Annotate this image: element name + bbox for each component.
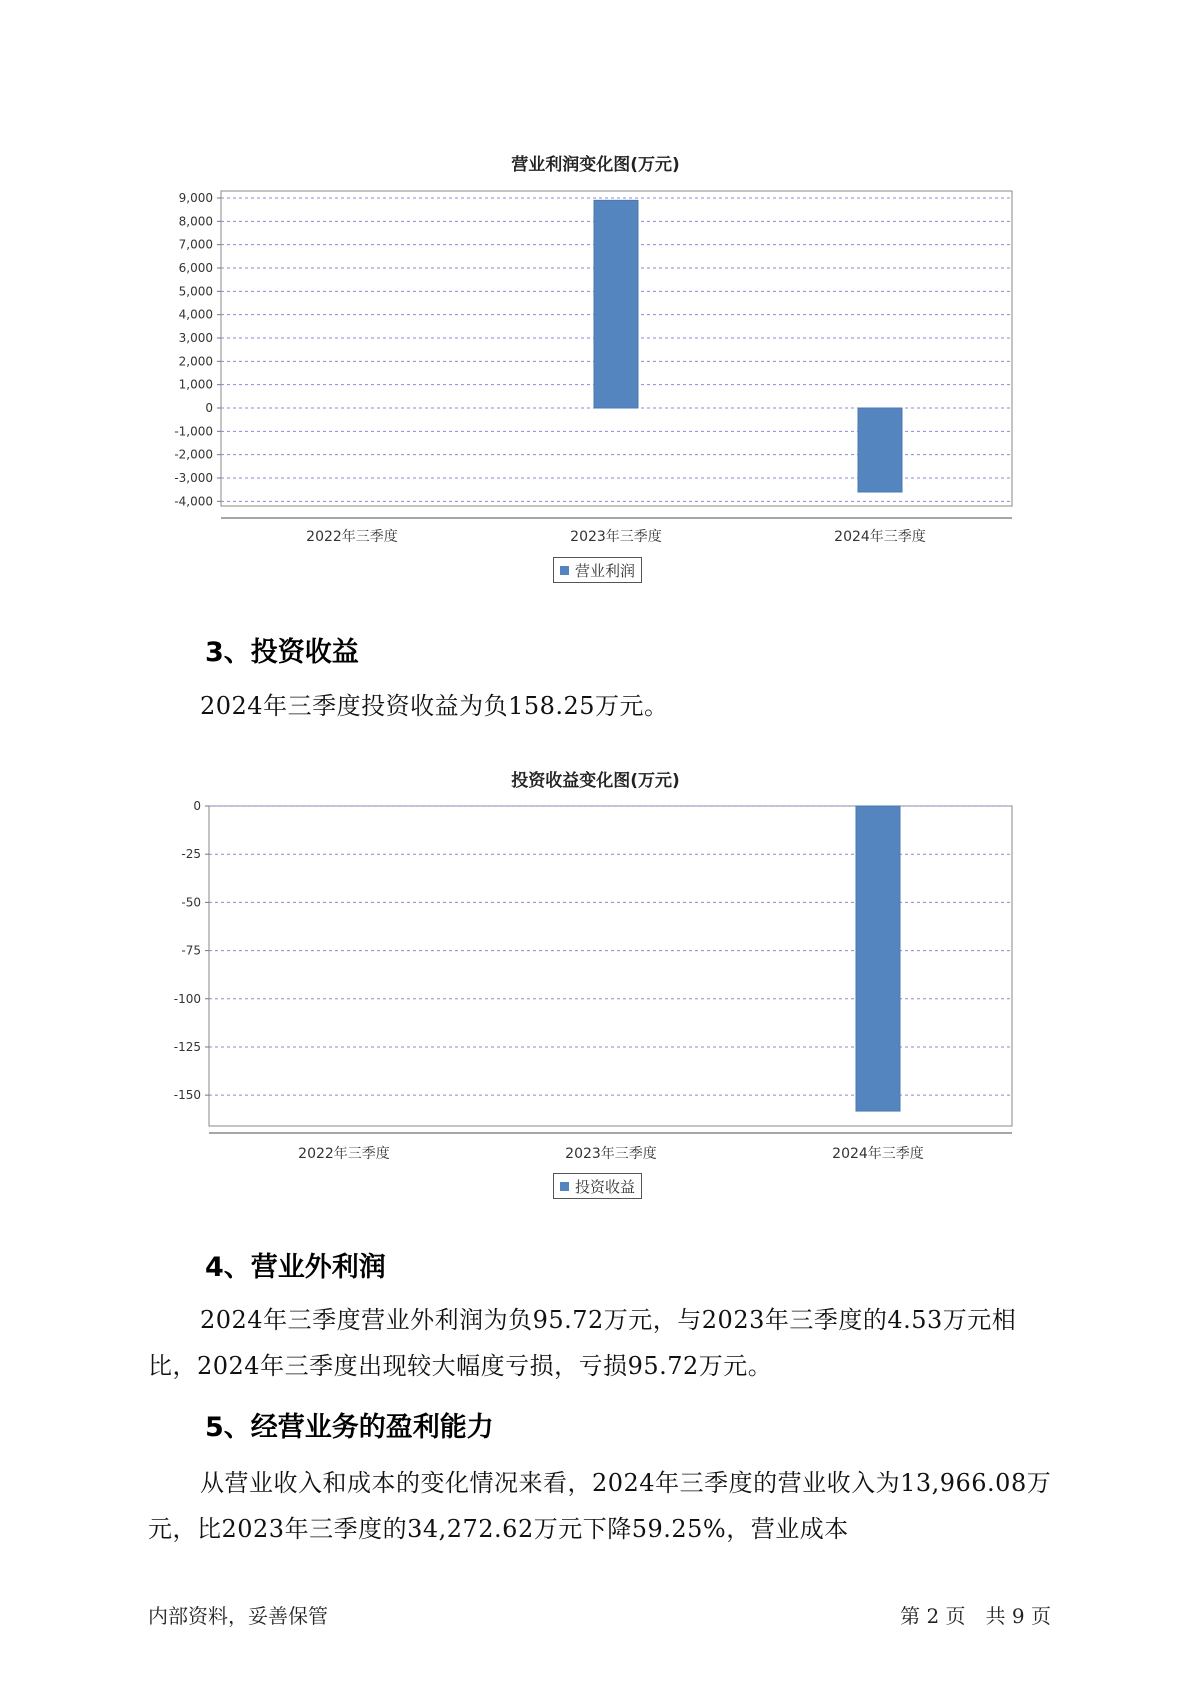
y-tick-label: -100 (173, 991, 201, 1006)
y-tick-label: -25 (181, 847, 201, 862)
y-tick-label: 0 (193, 799, 201, 813)
x-tick-label: 2022年三季度 (306, 529, 398, 545)
y-tick-label: -4,000 (174, 494, 213, 509)
x-tick-label: 2024年三季度 (832, 1146, 924, 1162)
x-tick-label: 2022年三季度 (298, 1146, 390, 1162)
section-heading-profitability: 5、经营业务的盈利能力 (205, 1412, 494, 1443)
legend-label: 投资收益 (575, 1177, 636, 1196)
y-tick-label: 6,000 (178, 261, 213, 275)
x-tick-label: 2023年三季度 (565, 1146, 657, 1162)
y-tick-label: -50 (181, 895, 201, 910)
y-tick-label: -1,000 (174, 424, 213, 439)
x-tick-label: 2024年三季度 (834, 529, 926, 545)
y-tick-label: -125 (173, 1039, 201, 1054)
chart-legend-investment-income (553, 1173, 642, 1199)
legend-label: 营业利润 (575, 561, 636, 580)
section-paragraph-investment-income: 2024年三季度投资收益为负158.25万元。 (200, 692, 669, 720)
y-tick-label: 2,000 (178, 354, 213, 369)
x-tick-label: 2023年三季度 (570, 529, 662, 545)
footer-page-number: 第 2 页 共 9 页 (900, 1604, 1051, 1628)
y-tick-label: 7,000 (178, 237, 213, 252)
section-heading-investment-income: 3、投资收益 (205, 637, 359, 668)
section-paragraph-non-operating-profit: 2024年三季度营业外利润为负95.72万元，与2023年三季度的4.53万元相比，2024年三季度出现较大幅度亏损，亏损95.72万元。 (148, 1306, 1017, 1380)
section-paragraph-profitability: 从营业收入和成本的变化情况来看，2024年三季度的营业收入为13,966.08万元，比2023年三季度的34,272.62万元下降59.25%，营业成本 (148, 1469, 1052, 1543)
y-tick-label: -2,000 (174, 447, 213, 462)
y-tick-label: -75 (181, 943, 201, 958)
section-heading-non-operating-profit: 4、营业外利润 (205, 1252, 386, 1283)
y-tick-label: -150 (173, 1088, 201, 1103)
y-tick-label: 8,000 (178, 214, 213, 229)
y-tick-label: -3,000 (174, 471, 213, 485)
y-tick-label: 0 (205, 401, 213, 415)
y-tick-label: 9,000 (178, 191, 213, 205)
bar (856, 806, 900, 1111)
y-tick-label: 4,000 (178, 307, 213, 322)
y-tick-label: 1,000 (178, 377, 213, 392)
y-tick-label: 3,000 (178, 331, 213, 345)
chart-title-investment-income: 投资收益变化图(万元) (511, 771, 680, 791)
y-tick-label: 5,000 (178, 284, 213, 299)
legend-swatch (560, 1182, 569, 1191)
chart-title-operating-profit: 营业利润变化图(万元) (511, 155, 680, 175)
footer-confidential-note: 内部资料，妥善保管 (148, 1604, 328, 1628)
